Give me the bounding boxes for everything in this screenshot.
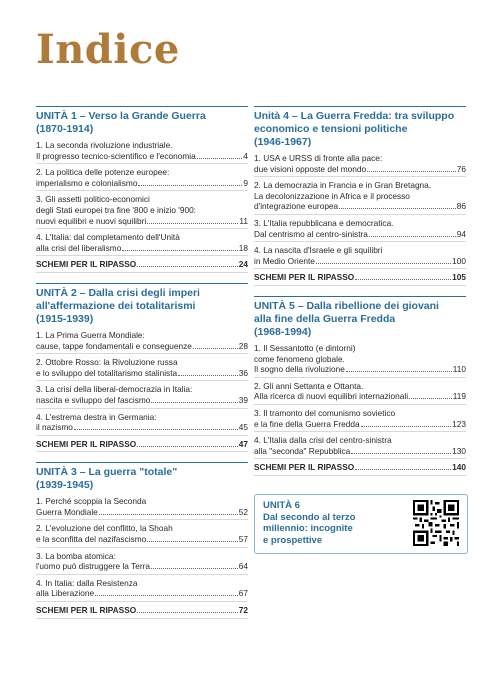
page-number: 67 <box>238 588 248 599</box>
toc-entry-line: 4. L'estrema destra in Germania: <box>36 411 157 422</box>
unit-section <box>36 283 248 452</box>
toc-entry-line: 1. USA e URSS di fronte alla pace: <box>254 153 383 163</box>
unit-heading-line: all'affermazione dei totalitarismi <box>36 299 196 312</box>
toc-entry-line: 2. La politica delle potenze europee: <box>36 167 170 178</box>
toc-entry-label: SCHEMI PER IL RIPASSO <box>36 259 137 270</box>
toc-entry-label: e la sconfitta del nazifascismo <box>36 534 147 545</box>
toc-entry-line: degli Stati europei tra fine '800 e inizio '900: <box>36 204 196 215</box>
toc-entry[interactable] <box>254 153 466 177</box>
page-number: 28 <box>238 340 248 351</box>
toc-entry-final-line <box>36 368 248 379</box>
toc-entry-label: SCHEMI PER IL RIPASSO <box>254 462 355 473</box>
page-number: 9 <box>243 177 248 188</box>
unit-heading[interactable] <box>36 462 248 492</box>
toc-entry-final-line <box>254 164 466 175</box>
toc-entry[interactable] <box>254 218 466 242</box>
toc-entry[interactable] <box>36 496 248 520</box>
toc-entry-label: SCHEMI PER IL RIPASSO <box>36 438 137 449</box>
unit-heading-line: UNITÀ 5 – Dalla ribellione dei giovani <box>254 299 439 312</box>
toc-entry-label: Alla ricerca di nuovi equilibri internazionali <box>254 391 409 402</box>
dot-leader <box>409 398 452 399</box>
dot-leader <box>369 236 456 237</box>
toc-entry[interactable] <box>36 167 248 191</box>
toc-entry-line: 1. Il Sessantotto (e dintorni) <box>254 342 356 353</box>
page-number: 36 <box>238 367 248 378</box>
page-number: 140 <box>452 462 466 473</box>
toc-entry-label: Dal centrismo al centro-sinistra <box>254 228 368 239</box>
toc-entry-label: e la fine della Guerra Fredda <box>254 418 360 429</box>
toc-entry-line: 3. Il tramonto del comunismo sovietico <box>254 407 396 418</box>
dot-leader <box>355 469 451 470</box>
left-column <box>36 106 248 629</box>
toc-entry-final-line <box>36 605 248 616</box>
toc-entry-label: Guerra Mondiale <box>36 506 98 517</box>
toc-entry[interactable] <box>36 330 248 354</box>
toc-entry-final-line <box>36 534 248 545</box>
unit-section <box>36 106 248 273</box>
unit-heading[interactable] <box>254 296 466 339</box>
toc-entry-line: 4. L'Italia dalla crisi del centro-sinistra <box>254 435 392 446</box>
toc-entry-line: come fenomeno globale. <box>254 353 345 364</box>
toc-entry-line: La decolonizzazione in Africa e il processo <box>254 190 410 201</box>
toc-entry-label: alla "seconda" Repubblica <box>254 445 351 456</box>
review-schemes-entry[interactable] <box>254 272 466 286</box>
toc-entry-final-line <box>36 422 248 433</box>
dot-leader <box>346 371 452 372</box>
dot-leader <box>137 612 238 613</box>
toc-entry-line: 2. Ottobre Rosso: la Rivoluzione russa <box>36 357 178 368</box>
toc-entry-label: l'uomo può distruggere la Terra <box>36 561 150 572</box>
unit6-title <box>263 500 355 546</box>
toc-entry[interactable] <box>254 381 466 405</box>
unit-heading-line: (1870-1914) <box>36 123 94 135</box>
unit-heading-line: (1939-1945) <box>36 479 94 492</box>
toc-entry-label: nuovi equilibri e nuovi squilibri <box>36 215 147 226</box>
toc-entry[interactable] <box>36 232 248 256</box>
dot-leader <box>367 171 456 172</box>
unit-heading-line: (1946-1967) <box>254 136 312 148</box>
page-number: 39 <box>238 394 248 405</box>
dot-leader <box>138 185 242 186</box>
toc-entry-line: 3. Gli assetti politico-economici <box>36 194 150 205</box>
review-schemes-entry[interactable] <box>36 259 248 273</box>
toc-entry[interactable] <box>36 357 248 381</box>
dot-leader <box>137 266 238 267</box>
dot-leader <box>99 514 238 515</box>
page-number: 72 <box>238 605 248 616</box>
page-number: 18 <box>238 242 248 253</box>
toc-entry-line: 2. Gli anni Settanta e Ottanta. <box>254 380 364 391</box>
toc-entry-line: 3. La crisi della liberal-democrazia in Italia: <box>36 384 193 395</box>
page-number: 47 <box>238 438 248 449</box>
dot-leader <box>147 223 238 224</box>
toc-entry-line: 3. La bomba atomica: <box>36 550 116 561</box>
dot-leader <box>151 402 237 403</box>
toc-entry-final-line <box>254 391 466 402</box>
unit-heading-line: UNITÀ 3 – La guerra "totale" <box>36 466 178 479</box>
toc-entry-line: 2. La democrazia in Francia e in Gran Bretagna. <box>254 180 432 191</box>
toc-entry-line: 1. Perché scoppia la Seconda <box>36 496 147 507</box>
review-schemes-entry[interactable] <box>254 462 466 476</box>
unit-heading-line: (1968-1994) <box>254 325 312 338</box>
toc-entry-label: SCHEMI PER IL RIPASSO <box>36 605 137 616</box>
toc-entry-label: il nazismo <box>36 422 73 433</box>
toc-entry-label: SCHEMI PER IL RIPASSO <box>254 272 355 283</box>
toc-entry-final-line <box>36 216 248 227</box>
toc-entry-final-line <box>254 201 466 212</box>
page-number: 4 <box>243 150 248 161</box>
dot-leader <box>74 429 238 430</box>
toc-entry-line: 4. In Italia: dalla Resistenza <box>36 577 138 588</box>
page-number: 11 <box>239 215 248 226</box>
page-number: 45 <box>238 422 248 433</box>
page-number: 105 <box>452 272 466 283</box>
toc-entry-final-line <box>36 439 248 450</box>
unit6-line: UNITÀ 6 <box>263 500 300 511</box>
dot-leader <box>355 279 451 280</box>
toc-entry-final-line <box>36 178 248 189</box>
toc-entry[interactable] <box>36 384 248 408</box>
toc-entry[interactable] <box>254 343 466 378</box>
toc-entry[interactable] <box>254 180 466 215</box>
unit-heading-line: Unità 4 – La Guerra Fredda: tra sviluppo <box>254 110 455 122</box>
page-number: 86 <box>456 201 466 212</box>
toc-entry[interactable] <box>36 412 248 436</box>
toc-entry[interactable] <box>36 551 248 575</box>
page-number: 52 <box>238 506 248 517</box>
toc-entry-final-line <box>36 395 248 406</box>
unit-heading[interactable] <box>36 283 248 326</box>
toc-entry-final-line <box>36 341 248 352</box>
toc-entry-line: 1. La seconda rivoluzione industriale. <box>36 140 173 150</box>
toc-entry-label: nascita e sviluppo del fascismo <box>36 394 151 405</box>
unit6-box[interactable] <box>254 494 468 554</box>
unit-heading-line: (1915-1939) <box>36 312 94 325</box>
toc-entry[interactable] <box>36 578 248 602</box>
dot-leader <box>122 250 237 251</box>
unit-heading-line: economico e tensioni politiche <box>254 123 408 135</box>
toc-entry-label: imperialismo e colonialismo <box>36 177 138 188</box>
toc-entry-line: 2. L'evoluzione del conflitto, la Shoah <box>36 523 173 534</box>
unit-heading[interactable] <box>254 106 466 149</box>
dot-leader <box>197 158 243 159</box>
page-number: 123 <box>452 418 466 429</box>
toc-entry[interactable] <box>254 245 466 269</box>
unit-section <box>254 106 466 286</box>
toc-entry-label: e lo sviluppo del totalitarismo stalinista <box>36 367 178 378</box>
page-number: 76 <box>456 163 466 174</box>
unit-section <box>254 296 466 476</box>
dot-leader <box>95 595 238 596</box>
page-number: 130 <box>452 445 466 456</box>
toc-entry-line: 1. La Prima Guerra Mondiale: <box>36 329 145 340</box>
unit6-line: millennio: incognite <box>263 523 353 534</box>
page-number: 24 <box>238 259 248 270</box>
toc-entry[interactable] <box>36 140 248 164</box>
toc-entry-final-line <box>36 151 248 162</box>
toc-entry-label: cause, tappe fondamentali e conseguenze <box>36 340 192 351</box>
dot-leader <box>137 446 238 447</box>
unit-heading-line: UNITÀ 1 – Verso la Grande Guerra <box>36 110 206 122</box>
toc-entry-label: in Medio Oriente <box>254 255 315 266</box>
toc-entry-final-line <box>254 229 466 240</box>
page-number: 110 <box>452 364 466 375</box>
unit-section <box>36 462 248 618</box>
toc-entry[interactable] <box>254 408 466 432</box>
toc-entry-final-line <box>254 446 466 457</box>
dot-leader <box>147 541 238 542</box>
unit6-line: Dal secondo al terzo <box>263 511 356 523</box>
page-number: 64 <box>238 561 248 572</box>
toc-entry-final-line <box>36 259 248 270</box>
unit6-line: e prospettive <box>263 534 323 546</box>
toc-entry[interactable] <box>36 523 248 547</box>
dot-leader <box>178 375 238 376</box>
toc-entry-label: alla Liberazione <box>36 588 95 599</box>
toc-entry-final-line <box>254 256 466 267</box>
review-schemes-entry[interactable] <box>36 439 248 453</box>
page-number: 100 <box>452 255 466 266</box>
toc-entry-final-line <box>254 419 466 430</box>
dot-leader <box>361 426 452 427</box>
toc-entry-final-line <box>36 507 248 518</box>
toc-entry-label: Il progresso tecnico-scientifico e l'economia <box>36 150 196 161</box>
toc-entry-final-line <box>254 272 466 283</box>
toc-entry-final-line <box>254 462 466 473</box>
unit-heading-line: UNITÀ 2 – Dalla crisi degli imperi <box>36 286 200 299</box>
toc-entry-label: alla crisi del liberalismo <box>36 242 122 253</box>
toc-entry-final-line <box>36 561 248 572</box>
toc-entry-line: 3. L'Italia repubblicana e democratica. <box>254 217 394 228</box>
page-title: Indice <box>36 26 180 73</box>
unit-heading[interactable] <box>36 106 248 136</box>
page-number: 119 <box>452 391 466 402</box>
toc-entry-final-line <box>36 243 248 254</box>
toc-entry-final-line <box>254 364 466 375</box>
page-number: 57 <box>238 534 248 545</box>
toc-entry-label: d'integrazione europea <box>254 201 339 212</box>
dot-leader <box>151 568 238 569</box>
qr-code-icon[interactable] <box>413 500 459 546</box>
dot-leader <box>193 348 238 349</box>
toc-entry-line: 4. L'Italia: dal completamento dell'Unità <box>36 232 180 243</box>
dot-leader <box>316 263 451 264</box>
page-number: 94 <box>456 228 466 239</box>
right-column <box>254 106 466 486</box>
toc-entry-line: 4. La nascita d'Israele e gli squilibri <box>254 245 383 256</box>
unit-heading-line: alla fine della Guerra Fredda <box>254 312 396 325</box>
toc-entry-label: due visioni opposte del mondo <box>254 163 367 174</box>
dot-leader <box>339 208 456 209</box>
dot-leader <box>351 453 451 454</box>
toc-entry-label: Il sogno della rivoluzione <box>254 364 345 375</box>
review-schemes-entry[interactable] <box>36 605 248 619</box>
toc-entry[interactable] <box>254 435 466 459</box>
toc-entry-final-line <box>36 588 248 599</box>
toc-entry[interactable] <box>36 194 248 229</box>
